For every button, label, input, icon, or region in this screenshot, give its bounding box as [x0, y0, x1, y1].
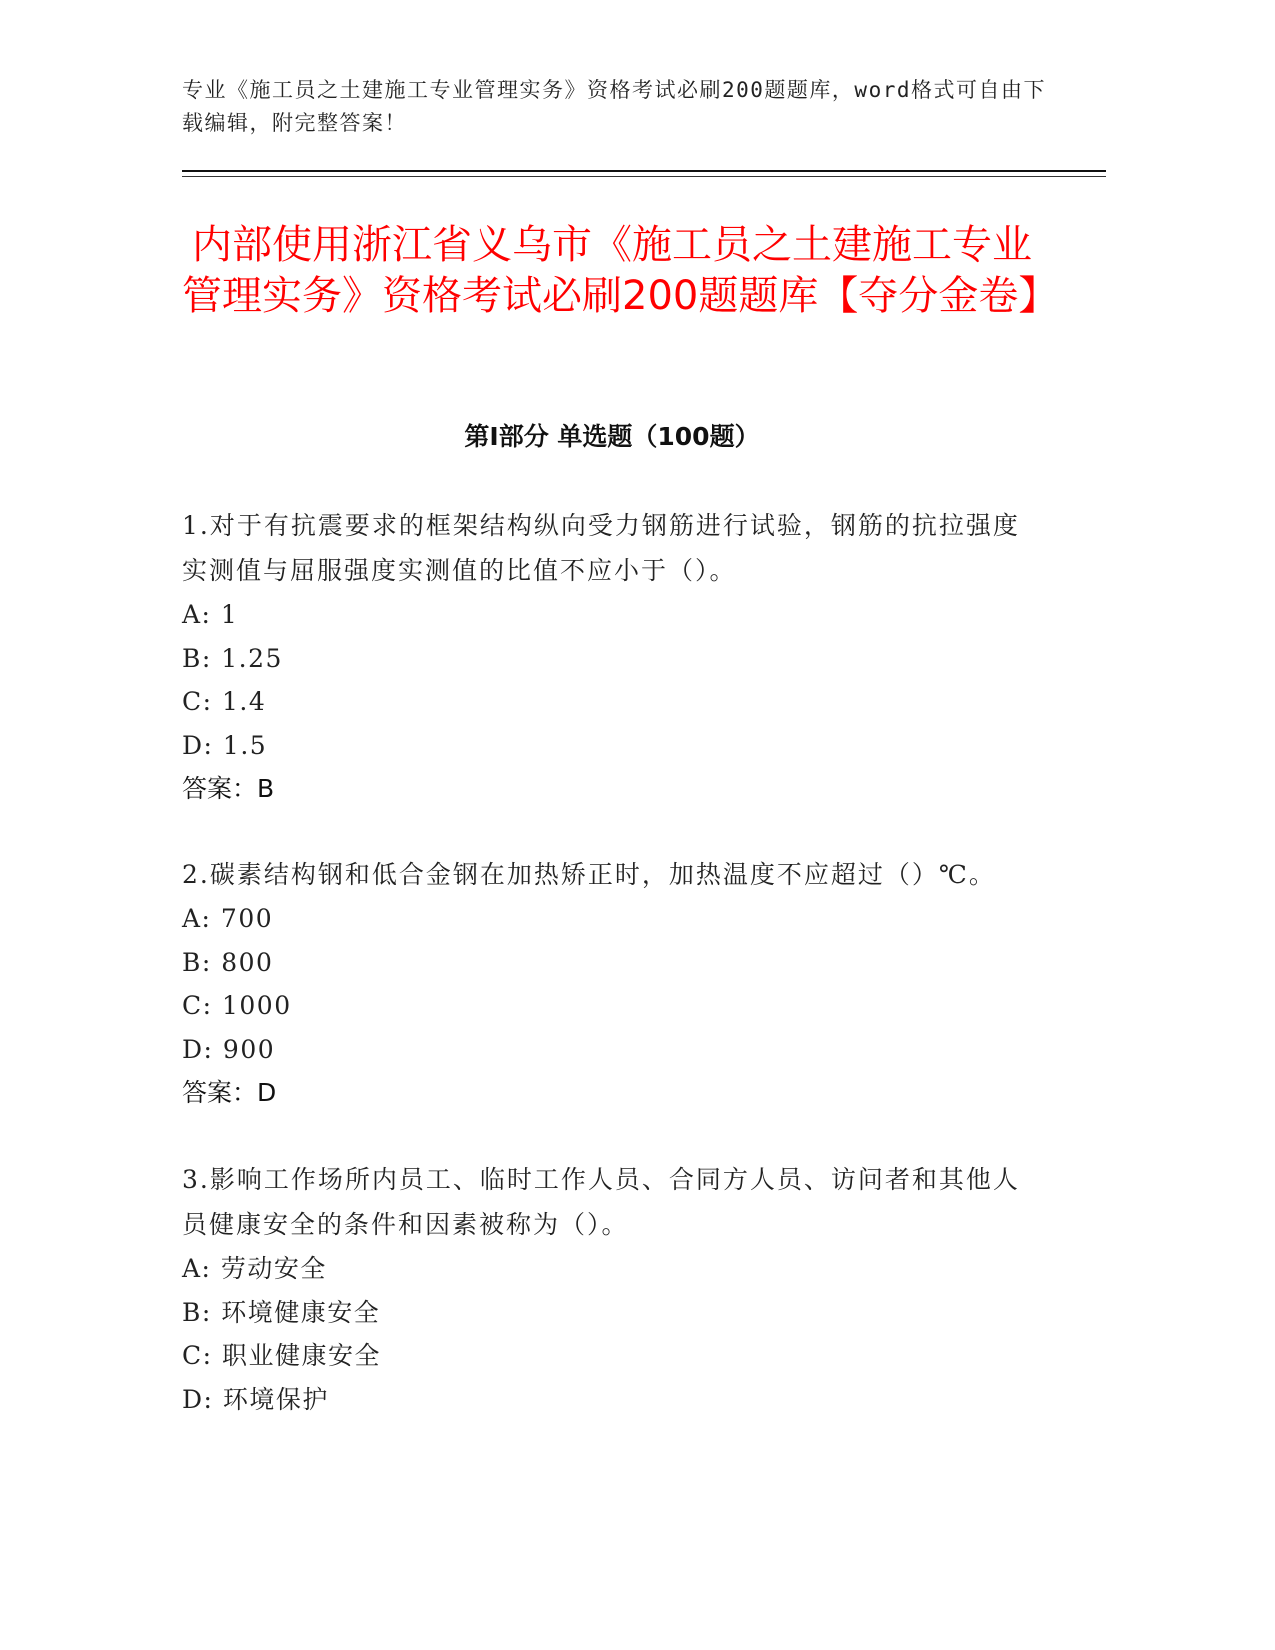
- question-stem: 1.对于有抗震要求的框架结构纵向受力钢筋进行试验，钢筋的抗拉强度实测值与屈服强度实测值的比值不应小于（）。: [182, 511, 1020, 585]
- option-c: C: 职业健康安全: [182, 1341, 381, 1370]
- option-a: A: 1: [182, 600, 239, 629]
- option-c: C: 1.4: [182, 687, 267, 716]
- option-d: D: 环境保护: [182, 1384, 329, 1414]
- answer: 答案：D: [182, 1078, 277, 1107]
- question-stem: 2.碳素结构钢和低合金钢在加热矫正时，加热温度不应超过（）℃。: [182, 860, 996, 889]
- header-divider-thin: [182, 176, 1106, 177]
- option-b: B: 环境健康安全: [182, 1297, 381, 1327]
- option-b: B: 1.25: [182, 643, 283, 673]
- question-stem: 3.影响工作场所内员工、临时工作人员、合同方人员、访问者和其他人员健康安全的条件和因素被称为（）。: [182, 1165, 1020, 1239]
- answer: 答案：B: [182, 774, 275, 803]
- option-b: B: 800: [182, 947, 274, 977]
- option-a: A: 劳动安全: [182, 1254, 327, 1283]
- document-title: 内部使用浙江省义乌市《施工员之土建施工专业管理实务》资格考试必刷200题题库【夺分金卷】: [182, 222, 1059, 319]
- option-d: D: 900: [182, 1034, 276, 1064]
- option-a: A: 700: [182, 904, 274, 933]
- option-d: D: 1.5: [182, 730, 268, 760]
- question-1: [182, 503, 1032, 810]
- header-note: 专业《施工员之土建施工专业管理实务》资格考试必刷200题题库，word格式可自由下载编辑，附完整答案！: [182, 78, 1046, 135]
- question-3: [182, 1157, 1032, 1421]
- option-c: C: 1000: [182, 991, 292, 1020]
- section-heading: 第Ⅰ部分 单选题（100题）: [464, 422, 760, 451]
- question-2: [182, 852, 1032, 1114]
- header-divider-thick: [182, 170, 1106, 172]
